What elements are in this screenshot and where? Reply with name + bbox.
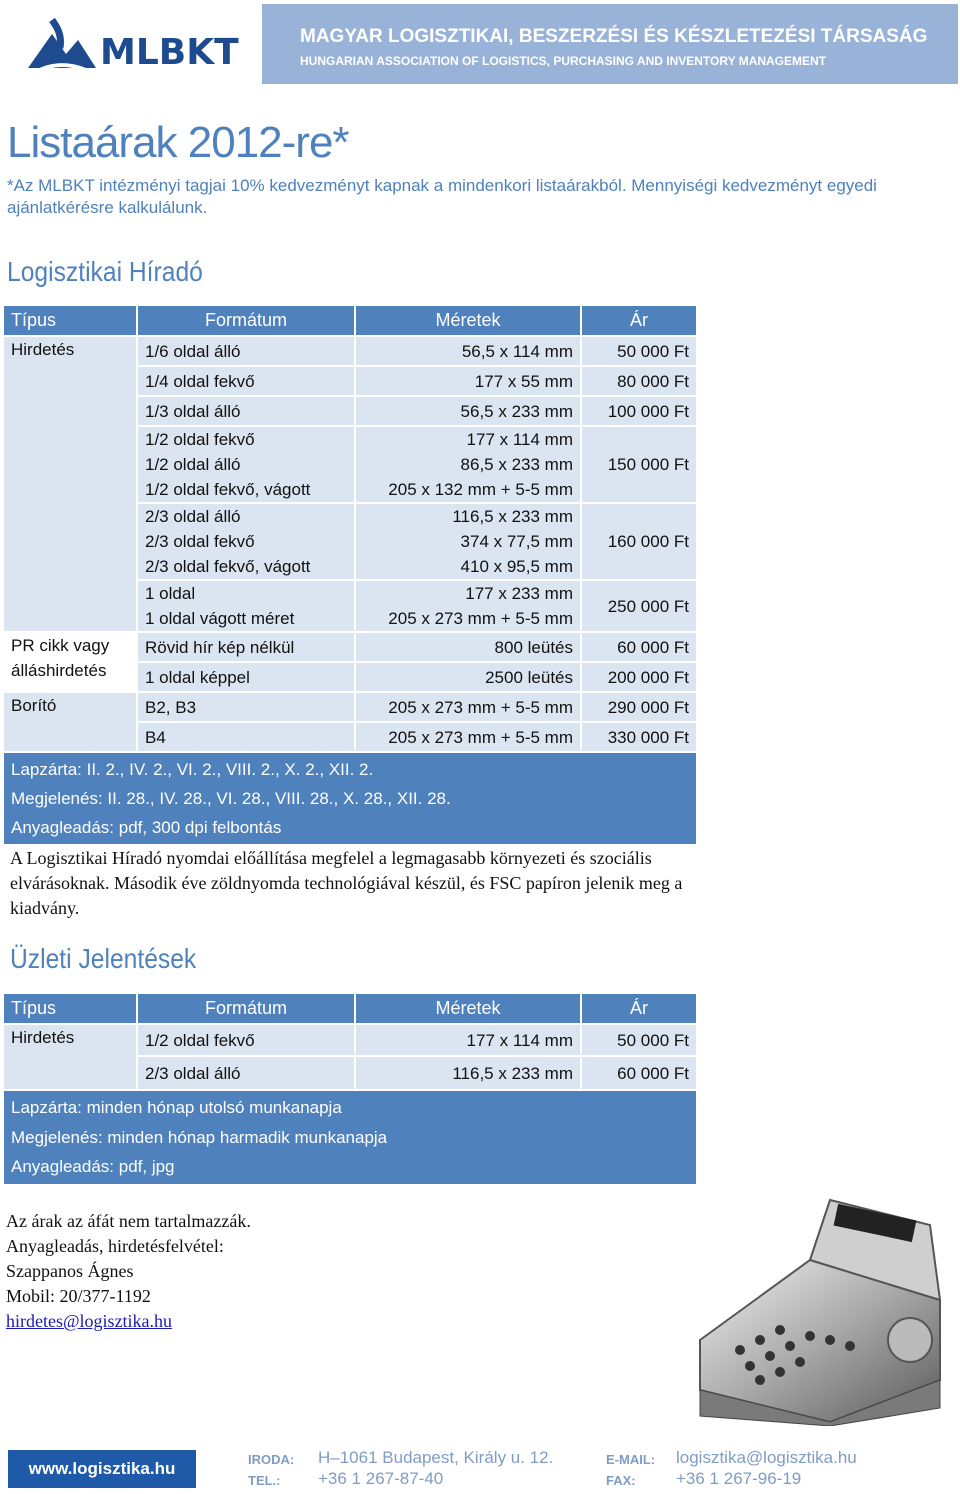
price-cell: 60 000 Ft <box>582 1057 696 1089</box>
table-row <box>4 633 696 661</box>
size-cell: 2500 leütés <box>356 663 580 691</box>
format-cell <box>138 581 354 631</box>
vat-note: Az árak az áfát nem tartalmazzák. <box>6 1211 251 1231</box>
price-cell: 330 000 Ft <box>582 723 696 751</box>
format-cell: 2/3 oldal álló <box>138 1057 354 1089</box>
size-cell: 205 x 273 mm + 5-5 mm <box>356 723 580 751</box>
format-line: 1 oldal vágott méret <box>145 609 295 628</box>
table-row <box>4 1025 696 1055</box>
col-header-type: Típus <box>4 994 136 1023</box>
info-band-row <box>4 1091 696 1184</box>
col-header-size: Méretek <box>356 306 580 335</box>
size-cell <box>356 581 580 631</box>
format-line: 2/3 oldal fekvő, vágott <box>145 557 311 576</box>
footer-email-value[interactable]: logisztika@logisztika.hu <box>676 1448 857 1467</box>
price-cell: 80 000 Ft <box>582 367 696 395</box>
size-cell: 56,5 x 114 mm <box>356 337 580 365</box>
format-cell: 1/6 oldal álló <box>138 337 354 365</box>
page-title: Listaárak 2012-re* <box>7 118 349 167</box>
col-header-price: Ár <box>582 306 696 335</box>
format-line: 2/3 oldal álló <box>145 507 241 526</box>
size-line: 177 x 114 mm <box>466 430 573 449</box>
header-banner <box>262 4 958 84</box>
price-cell: 60 000 Ft <box>582 633 696 661</box>
contact-email-link[interactable]: hirdetes@logisztika.hu <box>6 1311 173 1331</box>
size-cell: 205 x 273 mm + 5-5 mm <box>356 693 580 721</box>
format-cell: 1/2 oldal fekvő <box>138 1025 354 1055</box>
price-cell: 50 000 Ft <box>582 1025 696 1055</box>
format-line: 1/2 oldal fekvő <box>145 430 255 449</box>
info-material: Anyagleadás: pdf, 300 dpi felbontás <box>11 818 282 837</box>
price-cell: 250 000 Ft <box>582 581 696 631</box>
price-cell: 160 000 Ft <box>582 504 696 579</box>
footer-office-address: H–1061 Budapest, Király u. 12. <box>318 1448 554 1467</box>
footer-fax-value: +36 1 267-96-19 <box>676 1469 802 1488</box>
section-title-logisztikai-hirado: Logisztikai Híradó <box>7 256 203 287</box>
col-header-size: Méretek <box>356 994 580 1023</box>
table-row <box>4 693 696 721</box>
info-deadline: Lapzárta: minden hónap utolsó munkanapja <box>11 1098 342 1117</box>
format-cell: B4 <box>138 723 354 751</box>
type-line: álláshirdetés <box>11 661 107 680</box>
info-deadline: Lapzárta: II. 2., IV. 2., VI. 2., VIII. 2., X. 2., XII. 2. <box>11 760 374 779</box>
format-line: 2/3 oldal fekvő <box>145 532 255 551</box>
format-cell <box>138 504 354 579</box>
mlbkt-logo <box>22 14 239 80</box>
footer-fax-label: FAX: <box>606 1473 636 1488</box>
size-line: 374 x 77,5 mm <box>460 532 573 551</box>
size-line: 205 x 273 mm + 5-5 mm <box>388 609 573 628</box>
logo-emblem-icon <box>22 14 100 80</box>
table-header-row <box>4 306 696 335</box>
price-cell: 290 000 Ft <box>582 693 696 721</box>
format-cell: 1/4 oldal fekvő <box>138 367 354 395</box>
info-band <box>4 1091 696 1184</box>
size-cell: 116,5 x 233 mm <box>356 1057 580 1089</box>
price-cell: 50 000 Ft <box>582 337 696 365</box>
size-cell: 177 x 114 mm <box>356 1025 580 1055</box>
price-cell: 150 000 Ft <box>582 427 696 502</box>
size-cell: 56,5 x 233 mm <box>356 397 580 425</box>
cash-register-image <box>660 1190 952 1426</box>
footer-office-label: IRODA: <box>248 1452 295 1467</box>
format-line: 1/2 oldal álló <box>145 455 241 474</box>
size-line: 177 x 233 mm <box>465 584 573 603</box>
banner-title: MAGYAR LOGISZTIKAI, BESZERZÉSI ÉS KÉSZLETEZÉSI TÁRSASÁG <box>300 26 928 47</box>
contact-mobile: Mobil: 20/377-1192 <box>6 1286 151 1306</box>
footer-email-label: E-MAIL: <box>606 1452 656 1467</box>
type-label: Hirdetés <box>11 340 75 359</box>
col-header-format: Formátum <box>138 994 354 1023</box>
info-material: Anyagleadás: pdf, jpg <box>11 1157 175 1176</box>
type-cell <box>4 337 136 631</box>
size-cell <box>356 504 580 579</box>
format-cell: 1/3 oldal álló <box>138 397 354 425</box>
contact-heading: Anyagleadás, hirdetésfelvétel: <box>6 1236 224 1256</box>
price-cell: 100 000 Ft <box>582 397 696 425</box>
col-header-format: Formátum <box>138 306 354 335</box>
contact-block <box>6 1209 251 1334</box>
info-band-row <box>4 753 696 844</box>
format-cell: 1 oldal képpel <box>138 663 354 691</box>
type-line: PR cikk vagy <box>11 636 110 655</box>
table-row <box>4 337 696 365</box>
section-title-uzleti-jelentesek: Üzleti Jelentések <box>10 943 197 974</box>
contact-name: Szappanos Ágnes <box>6 1261 134 1281</box>
type-cell: Borító <box>4 693 136 751</box>
footer-website-link[interactable]: www.logisztika.hu <box>8 1450 196 1488</box>
size-cell: 177 x 55 mm <box>356 367 580 395</box>
size-line: 410 x 95,5 mm <box>460 557 573 576</box>
environmental-paragraph: A Logisztikai Híradó nyomdai előállítása megfelel a legmagasabb környezeti és szociális elvárásoknak. Második éve zöldnyomda technológiával készül, és FSC papíron jelenik meg a kiadvány. <box>10 848 683 918</box>
table-header-row <box>4 994 696 1023</box>
size-line: 116,5 x 233 mm <box>452 507 573 526</box>
info-band <box>4 753 696 844</box>
size-line: 86,5 x 233 mm <box>460 455 573 474</box>
type-cell <box>4 633 136 691</box>
info-publication: Megjelenés: II. 28., IV. 28., VI. 28., VIII. 28., X. 28., XII. 28. <box>11 789 451 808</box>
format-line: 1 oldal <box>145 584 196 603</box>
size-cell <box>356 427 580 502</box>
price-table-uzleti <box>2 992 698 1186</box>
type-cell: Hirdetés <box>4 1025 136 1089</box>
logo-text: MLBKT <box>100 32 239 73</box>
format-cell <box>138 427 354 502</box>
discount-note: *Az MLBKT intézményi tagjai 10% kedvezményt kapnak a mindenkori listaárakból. Mennyiségi kedvezményt egyedi ajánlatkérésre kalkulálunk. <box>7 176 877 217</box>
footer-tel-label: TEL.: <box>248 1473 281 1488</box>
col-header-price: Ár <box>582 994 696 1023</box>
format-cell: B2, B3 <box>138 693 354 721</box>
size-cell: 800 leütés <box>356 633 580 661</box>
size-line: 205 x 132 mm + 5-5 mm <box>388 480 573 499</box>
footer-tel-value: +36 1 267-87-40 <box>318 1469 444 1488</box>
format-cell: Rövid hír kép nélkül <box>138 633 354 661</box>
info-publication: Megjelenés: minden hónap harmadik munkanapja <box>11 1127 388 1147</box>
banner-subtitle: HUNGARIAN ASSOCIATION OF LOGISTICS, PURCHASING AND INVENTORY MANAGEMENT <box>300 54 827 68</box>
price-cell: 200 000 Ft <box>582 663 696 691</box>
price-table-hirado <box>2 304 698 846</box>
format-line: 1/2 oldal fekvő, vágott <box>145 480 311 499</box>
col-header-type: Típus <box>4 306 136 335</box>
